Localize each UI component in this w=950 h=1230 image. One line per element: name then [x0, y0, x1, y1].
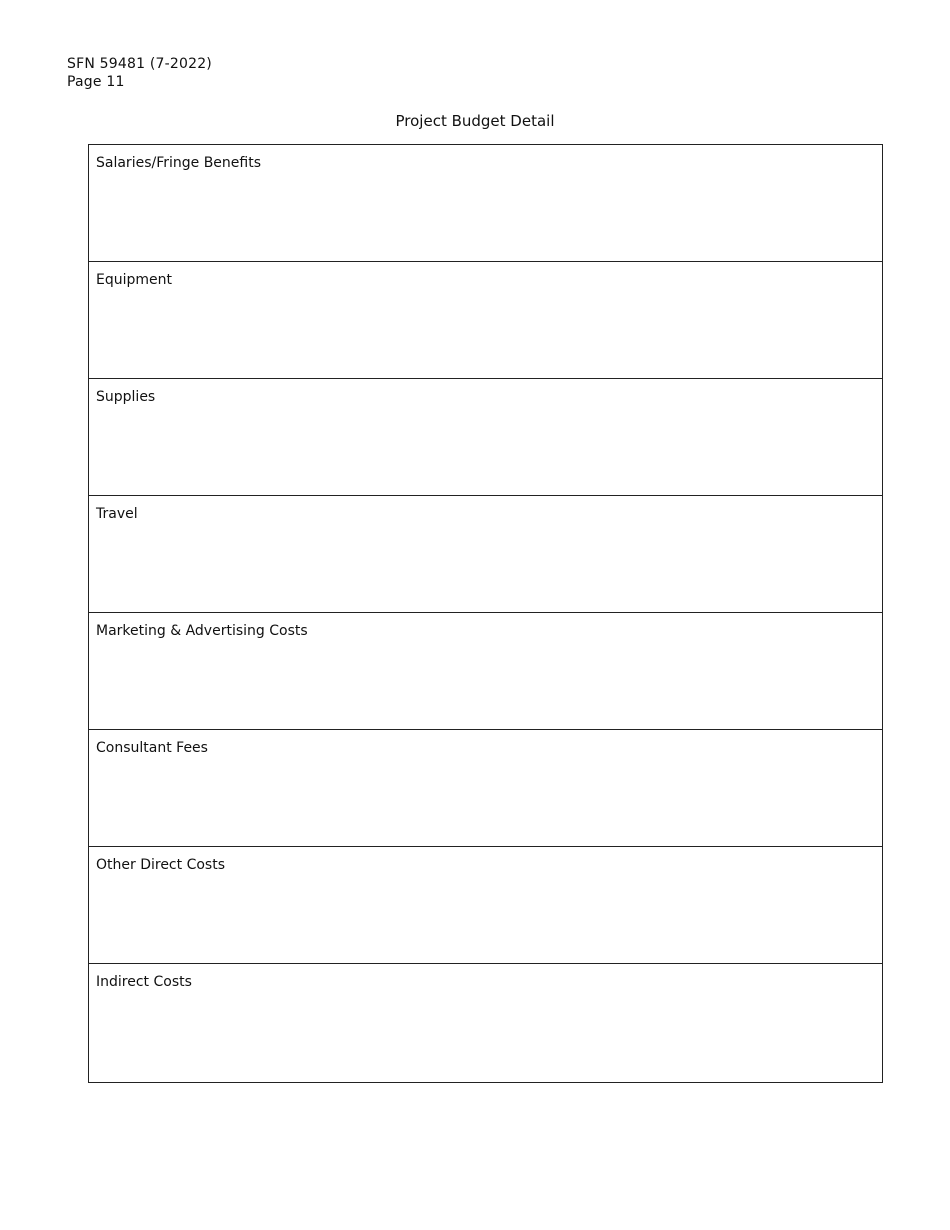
supplies-entry-area[interactable]	[96, 411, 875, 489]
budget-row-supplies	[89, 379, 882, 496]
form-identifier	[67, 55, 212, 91]
indirect-costs-entry-area[interactable]	[96, 996, 875, 1076]
budget-row-label: Salaries/Fringe Benefits	[96, 155, 262, 171]
budget-row-equipment	[89, 262, 882, 379]
budget-row-salaries-fringe-benefits	[89, 145, 882, 262]
budget-row-other-direct-costs	[89, 847, 882, 964]
budget-row-label: Travel	[96, 506, 138, 522]
salaries-fringe-benefits-entry-area[interactable]	[96, 177, 875, 255]
budget-row-marketing-advertising-costs	[89, 613, 882, 730]
form-number: SFN 59481 (7-2022)	[67, 56, 212, 72]
budget-row-label: Marketing & Advertising Costs	[96, 623, 308, 639]
budget-row-label: Consultant Fees	[96, 740, 208, 756]
page-title: Project Budget Detail	[395, 112, 555, 130]
budget-row-label: Equipment	[96, 272, 172, 288]
travel-entry-area[interactable]	[96, 528, 875, 606]
other-direct-costs-entry-area[interactable]	[96, 879, 875, 957]
budget-row-label: Other Direct Costs	[96, 857, 225, 873]
budget-row-indirect-costs	[89, 964, 882, 1082]
consultant-fees-entry-area[interactable]	[96, 762, 875, 840]
budget-row-travel	[89, 496, 882, 613]
budget-row-label: Indirect Costs	[96, 974, 192, 990]
page-number: Page 11	[67, 74, 125, 90]
budget-row-consultant-fees	[89, 730, 882, 847]
budget-detail-table	[88, 144, 883, 1083]
equipment-entry-area[interactable]	[96, 294, 875, 372]
marketing-advertising-costs-entry-area[interactable]	[96, 645, 875, 723]
budget-row-label: Supplies	[96, 389, 156, 405]
